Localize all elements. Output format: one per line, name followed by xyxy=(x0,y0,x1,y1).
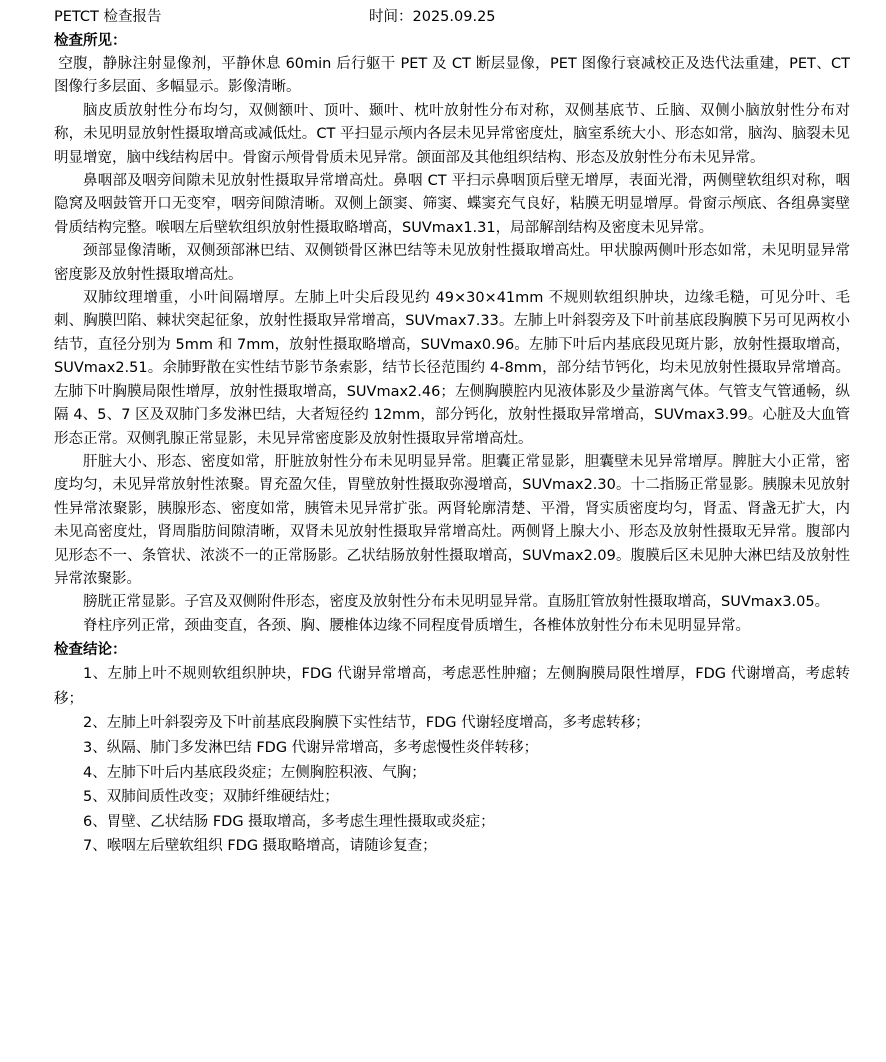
findings-paragraph-spine: 脊柱序列正常，颈曲变直，各颈、胸、腰椎体边缘不同程度骨质增生，各椎体放射性分布未见明显异常。 xyxy=(83,617,750,634)
findings-paragraph-brain: 脑皮质放射性分布均匀，双侧额叶、顶叶、颞叶、枕叶放射性分布对称，双侧基底节、丘脑、双侧小脑放射性分布对称，未见明显放射性摄取增高或减低灶。CT 平扫显示颅内各层未见异常密度灶，脑室系统大小、形态如常，脑沟、脑裂未见明显增宽，脑中线结构居中。骨窗示颅骨骨质未见异常。颌面部及其他组织结构、形态及放射性分布未见异常。 xyxy=(54,102,850,166)
findings-heading: 检查所见： xyxy=(54,33,127,49)
findings-paragraph-procedure: 空腹，静脉注射显像剂，平静休息 60min 后行躯干 PET 及 CT 断层显像，PET 图像行衰减校正及迭代法重建，PET、CT 图像行多层面、多幅显示。影像清晰。 xyxy=(54,56,850,96)
findings-paragraph-nasopharynx: 鼻咽部及咽旁间隙未见放射性摄取异常增高灶。鼻咽 CT 平扫示鼻咽顶后壁无增厚，表面光滑，两侧壁软组织对称，咽隐窝及咽鼓管开口无变窄，咽旁间隙清晰。双侧上颌窦、筛窦、蝶窦充气良好，粘膜无明显增厚。骨窗示颅底、各组鼻窦壁骨质结构完整。喉咽左后壁软组织放射性摄取略增高，SUVmax1.31，局部解剖结构及密度未见异常。 xyxy=(54,173,850,236)
findings-paragraph-abdomen: 肝脏大小、形态、密度如常，肝脏放射性分布未见明显异常。胆囊正常显影，胆囊壁未见异常增厚。脾脏大小正常，密度均匀，未见异常放射性浓聚。胃充盈欠佳，胃壁放射性摄取弥漫增高，SUVmax2.30。十二指肠正常显影。胰腺未见放射性异常浓聚影，胰腺形态、密度如常，胰管未见异常扩张。两肾轮廓清楚、平滑，肾实质密度均匀，肾盂、肾盏无扩大，内未见高密度灶，肾周脂肪间隙清晰，双肾未见放射性摄取异常增高灶。两侧肾上腺大小、形态及放射性摄取无异常。腹部内见形态不一、条管状、浓淡不一的正常肠影。乙状结肠放射性摄取增高，SUVmax2.09。腹膜后区未见肿大淋巴结及放射性异常浓聚影。 xyxy=(54,453,850,587)
findings-paragraph-neck: 颈部显像清晰，双侧颈部淋巴结、双侧锁骨区淋巴结等未见放射性摄取增高灶。甲状腺两侧叶形态如常，未见明显异常密度影及放射性摄取增高灶。 xyxy=(54,243,850,283)
findings-paragraph-chest: 双肺纹理增重，小叶间隔增厚。左肺上叶尖后段见约 49×30×41mm 不规则软组织肿块，边缘毛糙，可见分叶、毛刺、胸膜凹陷、棘状突起征象，放射性摄取异常增高，SUVmax7.33。左肺上叶斜裂旁及下叶前基底段胸膜下另可见两枚小结节，直径分别为 5mm 和 7mm，放射性摄取略增高，SUVmax0.96。左肺下叶后内基底段见斑片影，放射性摄取增高，SUVmax2.51。余肺野散在实性结节影节条索影，结节长径范围约 4-8mm，部分结节钙化，均未见放射性摄取异常增高。左肺下叶胸膜局限性增厚，放射性摄取增高，SUVmax2.46；左侧胸膜腔内见液体影及少量游离气体。气管支气管通畅，纵隔 4、5、7 区及双肺门多发淋巴结，大者短径约 12mm，部分钙化，放射性摄取异常增高，SUVmax3.99。心脏及大血管形态正常。双侧乳腺正常显影，未见异常密度影及放射性摄取异常增高灶。 xyxy=(54,290,850,447)
conclusions-list xyxy=(54,662,850,859)
report-document xyxy=(54,5,850,859)
conclusion-item: 5、双肺间质性改变；双肺纤维硬结灶； xyxy=(83,789,339,806)
report-header xyxy=(54,5,850,29)
findings-paragraph-pelvis: 膀胱正常显影。子宫及双侧附件形态，密度及放射性分布未见明显异常。直肠肛管放射性摄取增高，SUVmax3.05。 xyxy=(83,594,830,611)
conclusion-item: 2、左肺上叶斜裂旁及下叶前基底段胸膜下实性结节，FDG 代谢轻度增高，多考虑转移； xyxy=(83,715,650,732)
conclusion-item: 7、喉咽左后壁软组织 FDG 摄取略增高，请随诊复查； xyxy=(83,838,437,855)
conclusion-item: 6、胃壁、乙状结肠 FDG 摄取增高，多考虑生理性摄取或炎症； xyxy=(83,813,495,830)
conclusion-item: 4、左肺下叶后内基底段炎症；左侧胸腔积液、气胸； xyxy=(83,764,426,781)
conclusion-item: 3、纵隔、肺门多发淋巴结 FDG 代谢异常增高，多考虑慢性炎伴转移； xyxy=(83,739,539,756)
conclusions-heading: 检查结论： xyxy=(54,642,127,659)
report-title: PETCT 检查报告 xyxy=(54,9,162,25)
report-time: 时间：2025.09.25 xyxy=(369,9,496,25)
conclusion-item: 1、左肺上叶不规则软组织肿块，FDG 代谢异常增高，考虑恶性肿瘤；左侧胸膜局限性增厚，FDG 代谢增高，考虑转移； xyxy=(54,666,850,707)
